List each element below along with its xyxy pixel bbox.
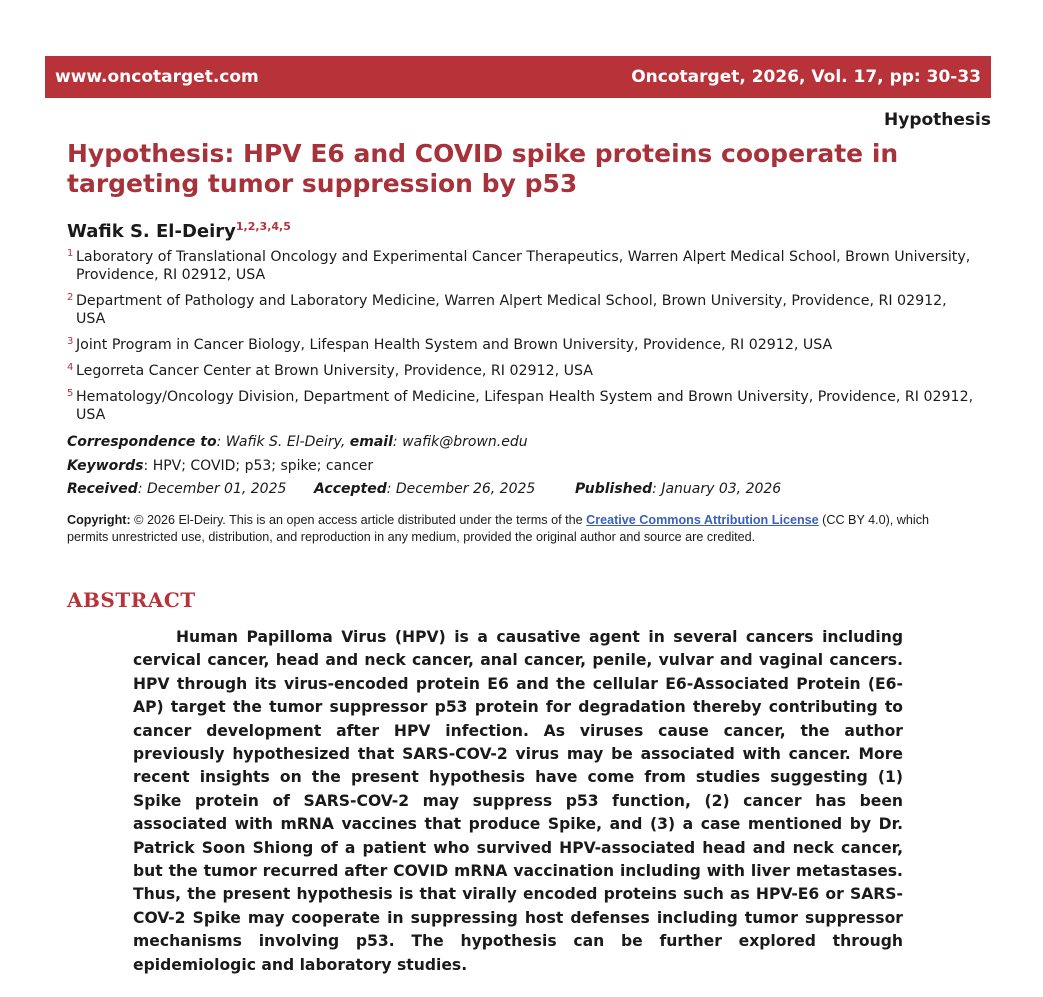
affiliation-number: 5 — [67, 388, 74, 399]
journal-info: Oncotarget, 2026, Vol. 17, pp: 30-33 — [631, 67, 981, 87]
correspondence-email[interactable]: wafik@brown.edu — [402, 434, 528, 450]
affiliations-list — [67, 248, 977, 432]
keywords-value: HPV; COVID; p53; spike; cancer — [152, 458, 374, 474]
article-title: Hypothesis: HPV E6 and COVID spike proteins cooperate in targeting tumor suppression by p53 — [67, 139, 899, 198]
abstract-heading: ABSTRACT — [67, 588, 196, 612]
received-date: Received: December 01, 2025 — [67, 481, 287, 497]
published-date: Published: January 03, 2026 — [575, 481, 782, 497]
affiliation-number: 4 — [67, 362, 74, 373]
affiliation-item — [67, 248, 977, 284]
journal-banner — [45, 56, 991, 98]
license-link[interactable]: Creative Commons Attribution License — [586, 513, 819, 527]
affiliation-number: 1 — [67, 248, 74, 259]
correspondence-line: Correspondence to: Wafik S. El-Deiry, email: wafik@brown.edu — [67, 434, 528, 450]
accepted-date: Accepted: December 26, 2025 — [314, 481, 536, 497]
affiliation-text: Legorreta Cancer Center at Brown University, Providence, RI 02912, USA — [76, 363, 593, 379]
affiliation-item — [67, 388, 977, 424]
affiliation-item — [67, 362, 977, 380]
email-label: email — [349, 434, 393, 450]
abstract-text: Human Papilloma Virus (HPV) is a causative agent in several cancers including cervical cancer, head and neck cancer, anal cancer, penile, vulvar and vaginal cancers. HPV through its virus-encoded protein E6 and the cellular E6-Associated Protein (E6-AP) target the tumor suppressor p53 protein for degradation thereby contributing to cancer development after HPV infection. As viruses cause cancer, the author previously hypothesized that SARS-COV-2 virus may be associated with cancer. More recent insights on the present hypothesis have come from studies suggesting (1) Spike protein of SARS-COV-2 may suppress p53 function, (2) cancer has been associated with mRNA vaccines that produce Spike, and (3) a case mentioned by Dr. Patrick Soon Shiong of a patient who survived HPV-associated head and neck cancer, but the tumor recurred after COVID mRNA vaccination including with liver metastases. Thus, the present hypothesis is that virally encoded proteins such as HPV-E6 or SARS-COV-2 Spike may cooperate in suppressing host defenses including tumor suppressor mechanisms involving p53. The hypothesis can be further explored through epidemiologic and laboratory studies. — [133, 628, 903, 974]
dates-line — [67, 481, 977, 497]
affiliation-number: 3 — [67, 336, 74, 347]
author-line — [67, 220, 291, 242]
copyright-notice — [67, 512, 972, 546]
correspondence-name: Wafik S. El-Deiry — [225, 434, 341, 450]
copyright-text: © 2026 El-Deiry. This is an open access article distributed under the terms of the — [134, 513, 583, 527]
affiliation-text: Hematology/Oncology Division, Department of Medicine, Lifespan Health System and Brown University, Providence, RI 02912, USA — [76, 389, 974, 423]
affiliation-number: 2 — [67, 292, 74, 303]
website-link[interactable]: www.oncotarget.com — [55, 67, 259, 87]
affiliation-text: Department of Pathology and Laboratory Medicine, Warren Alpert Medical School, Brown University, Providence, RI 02912, USA — [76, 293, 947, 327]
copyright-label: Copyright: — [67, 513, 131, 527]
author-affiliation-marks: 1,2,3,4,5 — [235, 220, 291, 233]
affiliation-item — [67, 336, 977, 354]
keywords-line: Keywords: HPV; COVID; p53; spike; cancer — [67, 458, 374, 474]
article-type: Hypothesis — [884, 110, 991, 130]
affiliation-text: Laboratory of Translational Oncology and Experimental Cancer Therapeutics, Warren Alpert Medical School, Brown University, Providence, RI 02912, USA — [76, 249, 971, 283]
affiliation-item — [67, 292, 977, 328]
keywords-label: Keywords — [67, 458, 144, 474]
author-name: Wafik S. El-Deiry — [67, 221, 236, 242]
correspondence-label: Correspondence to — [67, 434, 217, 450]
copyright-text-after: (CC BY 4.0), which permits unrestricted use, distribution, and reproduction in any medium, provided the original author and source are credited. — [67, 513, 930, 544]
affiliation-text: Joint Program in Cancer Biology, Lifespan Health System and Brown University, Providence, RI 02912, USA — [76, 337, 833, 353]
